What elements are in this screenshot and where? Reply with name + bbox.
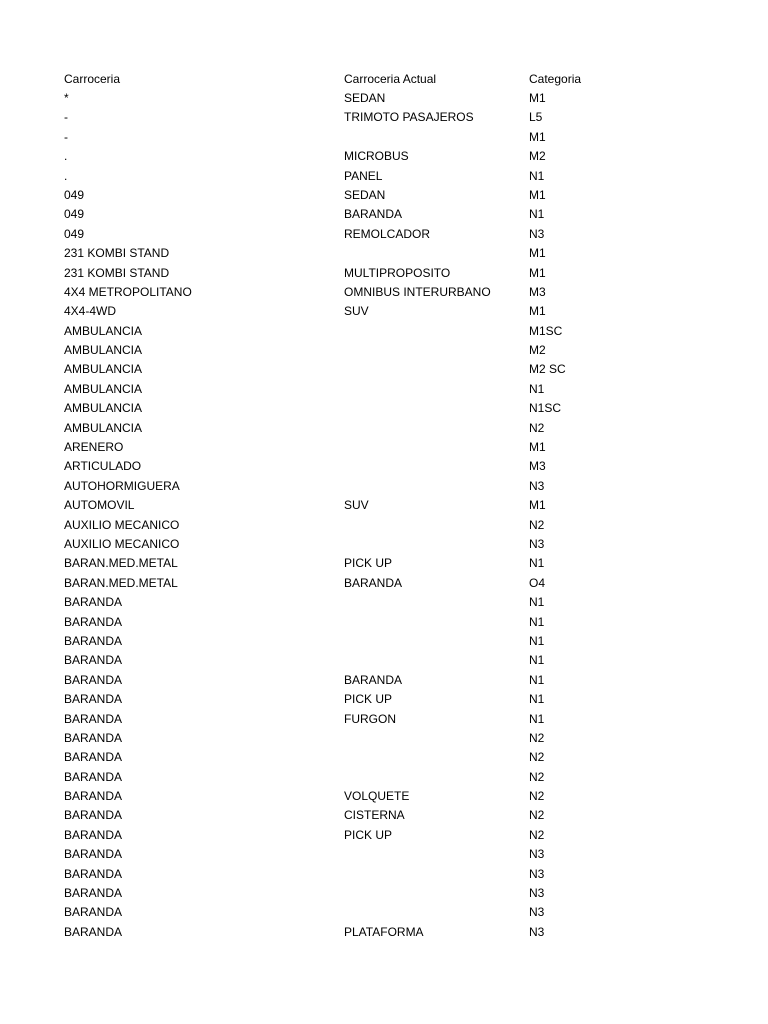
cell-carroceria: AUXILIO MECANICO	[64, 517, 180, 532]
table-row	[64, 244, 704, 263]
cell-categoria: M3	[529, 459, 546, 474]
cell-carroceria-actual	[344, 865, 529, 884]
table-row	[64, 477, 704, 496]
cell-categoria: N3	[529, 905, 545, 920]
cell-carroceria: .	[64, 168, 68, 183]
cell-carroceria-actual: PANEL	[344, 168, 383, 183]
cell-carroceria-actual	[344, 748, 529, 767]
cell-carroceria-actual	[344, 438, 529, 457]
cell-carroceria-actual: PLATAFORMA	[344, 924, 424, 939]
cell-carroceria: -	[64, 129, 68, 144]
cell-carroceria-actual: TRIMOTO PASAJEROS	[344, 110, 474, 125]
cell-categoria: M2 SC	[529, 362, 566, 377]
table-row	[64, 341, 704, 360]
cell-carroceria: ARTICULADO	[64, 459, 142, 474]
cell-categoria: M2	[529, 343, 546, 358]
cell-carroceria-actual: BARANDA	[344, 575, 403, 590]
cell-carroceria: AUTOHORMIGUERA	[64, 478, 180, 493]
cell-categoria: N1	[529, 381, 545, 396]
cell-carroceria: BARANDA	[64, 750, 123, 765]
cell-carroceria: BARANDA	[64, 866, 123, 881]
cell-categoria: N1	[529, 556, 545, 571]
cell-categoria: N1	[529, 614, 545, 629]
cell-carroceria-actual: REMOLCADOR	[344, 226, 431, 241]
cell-carroceria: 4X4 METROPOLITANO	[64, 284, 192, 299]
cell-carroceria: BARANDA	[64, 653, 123, 668]
table-row	[64, 865, 704, 884]
cell-carroceria: BARANDA	[64, 808, 123, 823]
cell-carroceria: AMBULANCIA	[64, 381, 143, 396]
table-row	[64, 690, 704, 709]
cell-carroceria: BARAN.MED.METAL	[64, 575, 178, 590]
table-body	[64, 89, 704, 942]
cell-carroceria-actual: CISTERNA	[344, 808, 405, 823]
cell-carroceria: BARANDA	[64, 827, 123, 842]
cell-carroceria-actual	[344, 380, 529, 399]
cell-carroceria: BARANDA	[64, 905, 123, 920]
table-row	[64, 651, 704, 670]
cell-categoria: N1	[529, 633, 545, 648]
cell-categoria: N1	[529, 672, 545, 687]
cell-carroceria: BARAN.MED.METAL	[64, 556, 178, 571]
table-row	[64, 322, 704, 341]
cell-categoria: N2	[529, 827, 545, 842]
cell-categoria: O4	[529, 575, 546, 590]
cell-categoria: N1SC	[529, 401, 562, 416]
cell-carroceria-actual	[344, 729, 529, 748]
table-row	[64, 419, 704, 438]
cell-categoria: N2	[529, 750, 545, 765]
cell-carroceria: 4X4-4WD	[64, 304, 117, 319]
cell-carroceria-actual	[344, 884, 529, 903]
cell-categoria: M1	[529, 498, 546, 513]
cell-carroceria: 049	[64, 207, 85, 222]
cell-categoria: N3	[529, 847, 545, 862]
table-row	[64, 186, 704, 205]
cell-categoria: N2	[529, 808, 545, 823]
cell-carroceria: ARENERO	[64, 440, 124, 455]
cell-categoria: M3	[529, 284, 546, 299]
cell-carroceria-actual	[344, 535, 529, 554]
table-row	[64, 128, 704, 147]
table-row	[64, 826, 704, 845]
cell-categoria: N2	[529, 730, 545, 745]
cell-categoria: N3	[529, 886, 545, 901]
cell-categoria: N3	[529, 866, 545, 881]
cell-carroceria-actual	[344, 845, 529, 864]
cell-carroceria-actual	[344, 903, 529, 922]
cell-carroceria-actual: SUV	[344, 304, 369, 319]
cell-carroceria: -	[64, 110, 68, 125]
cell-carroceria-actual: SEDAN	[344, 91, 386, 105]
cell-carroceria: BARANDA	[64, 924, 123, 939]
cell-carroceria: BARANDA	[64, 847, 123, 862]
cell-categoria: N1	[529, 595, 545, 610]
cell-categoria: M1	[529, 91, 546, 105]
cell-carroceria-actual	[344, 593, 529, 612]
header-categoria: Categoria	[529, 72, 582, 86]
cell-categoria: N1	[529, 692, 545, 707]
cell-categoria: M1SC	[529, 323, 563, 338]
table-row	[64, 205, 704, 224]
cell-categoria: N2	[529, 769, 545, 784]
cell-categoria: N2	[529, 420, 545, 435]
table-row	[64, 225, 704, 244]
cell-carroceria: BARANDA	[64, 595, 123, 610]
cell-categoria: N3	[529, 536, 545, 551]
cell-carroceria: 049	[64, 187, 85, 202]
cell-carroceria: 231 KOMBI STAND	[64, 246, 170, 261]
cell-carroceria-actual	[344, 651, 529, 670]
cell-carroceria: BARANDA	[64, 769, 123, 784]
cell-categoria: N3	[529, 924, 545, 939]
cell-carroceria-actual: PICK UP	[344, 556, 393, 571]
cell-categoria: M1	[529, 440, 546, 455]
cell-carroceria-actual	[344, 360, 529, 379]
cell-categoria: N1	[529, 168, 545, 183]
table-row	[64, 806, 704, 825]
table-row	[64, 283, 704, 302]
table-row	[64, 923, 704, 942]
table-row	[64, 264, 704, 283]
table-row	[64, 167, 704, 186]
table-row	[64, 457, 704, 476]
cell-carroceria-actual: MICROBUS	[344, 149, 409, 164]
cell-categoria: L5	[529, 110, 543, 125]
table-row	[64, 147, 704, 166]
cell-carroceria: AMBULANCIA	[64, 420, 143, 435]
table-row	[64, 748, 704, 767]
table-row	[64, 380, 704, 399]
table-row	[64, 729, 704, 748]
cell-carroceria: AUTOMOVIL	[64, 498, 135, 513]
cell-carroceria-actual: OMNIBUS INTERURBANO	[344, 284, 491, 299]
cell-categoria: M1	[529, 265, 546, 280]
cell-carroceria: BARANDA	[64, 730, 123, 745]
table-row	[64, 574, 704, 593]
cell-carroceria-actual	[344, 322, 529, 341]
cell-carroceria-actual	[344, 399, 529, 418]
table-row	[64, 554, 704, 573]
cell-categoria: N3	[529, 478, 545, 493]
cell-carroceria-actual: SUV	[344, 498, 369, 513]
cell-carroceria-actual: BARANDA	[344, 672, 403, 687]
cell-carroceria-actual	[344, 341, 529, 360]
cell-categoria: N2	[529, 517, 545, 532]
table-row	[64, 516, 704, 535]
cell-carroceria-actual: PICK UP	[344, 692, 393, 707]
table-row	[64, 438, 704, 457]
cell-carroceria: BARANDA	[64, 711, 123, 726]
cell-categoria: M1	[529, 304, 546, 319]
cell-carroceria-actual	[344, 457, 529, 476]
cell-carroceria-actual: FURGON	[344, 711, 396, 726]
cell-carroceria: AMBULANCIA	[64, 343, 143, 358]
cell-carroceria-actual	[344, 244, 529, 263]
cell-carroceria-actual	[344, 419, 529, 438]
cell-carroceria-actual	[344, 613, 529, 632]
cell-carroceria: AUXILIO MECANICO	[64, 536, 180, 551]
cell-carroceria: AMBULANCIA	[64, 401, 143, 416]
table-row	[64, 768, 704, 787]
cell-carroceria: AMBULANCIA	[64, 362, 143, 377]
cell-carroceria-actual: BARANDA	[344, 207, 403, 222]
cell-carroceria-actual	[344, 768, 529, 787]
cell-carroceria: *	[64, 91, 69, 105]
cell-carroceria: BARANDA	[64, 672, 123, 687]
table-row	[64, 903, 704, 922]
table-row	[64, 632, 704, 651]
cell-categoria: N1	[529, 653, 545, 668]
cell-carroceria-actual: PICK UP	[344, 827, 393, 842]
cell-categoria: N1	[529, 711, 545, 726]
table-row	[64, 787, 704, 806]
cell-carroceria: BARANDA	[64, 789, 123, 804]
cell-categoria: M1	[529, 246, 546, 261]
table-row	[64, 108, 704, 127]
cell-carroceria-actual	[344, 632, 529, 651]
table-row	[64, 89, 704, 108]
table-row	[64, 399, 704, 418]
cell-carroceria: 049	[64, 226, 85, 241]
cell-carroceria: BARANDA	[64, 633, 123, 648]
cell-categoria: N3	[529, 226, 545, 241]
table-header-row	[64, 69, 704, 89]
cell-carroceria: BARANDA	[64, 614, 123, 629]
cell-categoria: N2	[529, 789, 545, 804]
header-carroceria: Carroceria	[64, 72, 121, 86]
table-row	[64, 360, 704, 379]
cell-carroceria-actual	[344, 516, 529, 535]
cell-carroceria-actual: VOLQUETE	[344, 789, 410, 804]
table-row	[64, 671, 704, 690]
cell-categoria: M2	[529, 149, 546, 164]
table-row	[64, 710, 704, 729]
cell-categoria: M1	[529, 129, 546, 144]
table-row	[64, 302, 704, 321]
cell-carroceria: BARANDA	[64, 692, 123, 707]
cell-carroceria: BARANDA	[64, 886, 123, 901]
cell-carroceria: AMBULANCIA	[64, 323, 143, 338]
cell-carroceria: 231 KOMBI STAND	[64, 265, 170, 280]
cell-carroceria-actual	[344, 477, 529, 496]
table-row	[64, 884, 704, 903]
table-row	[64, 535, 704, 554]
cell-categoria: N1	[529, 207, 545, 222]
header-carroceria-actual: Carroceria Actual	[344, 72, 437, 86]
cell-carroceria-actual: SEDAN	[344, 187, 386, 202]
table-row	[64, 845, 704, 864]
table-row	[64, 613, 704, 632]
cell-carroceria-actual	[344, 128, 529, 147]
cell-categoria: M1	[529, 187, 546, 202]
table-row	[64, 496, 704, 515]
cell-carroceria: .	[64, 149, 68, 164]
cell-carroceria-actual: MULTIPROPOSITO	[344, 265, 451, 280]
table-row	[64, 593, 704, 612]
vehicle-body-table	[64, 69, 704, 942]
